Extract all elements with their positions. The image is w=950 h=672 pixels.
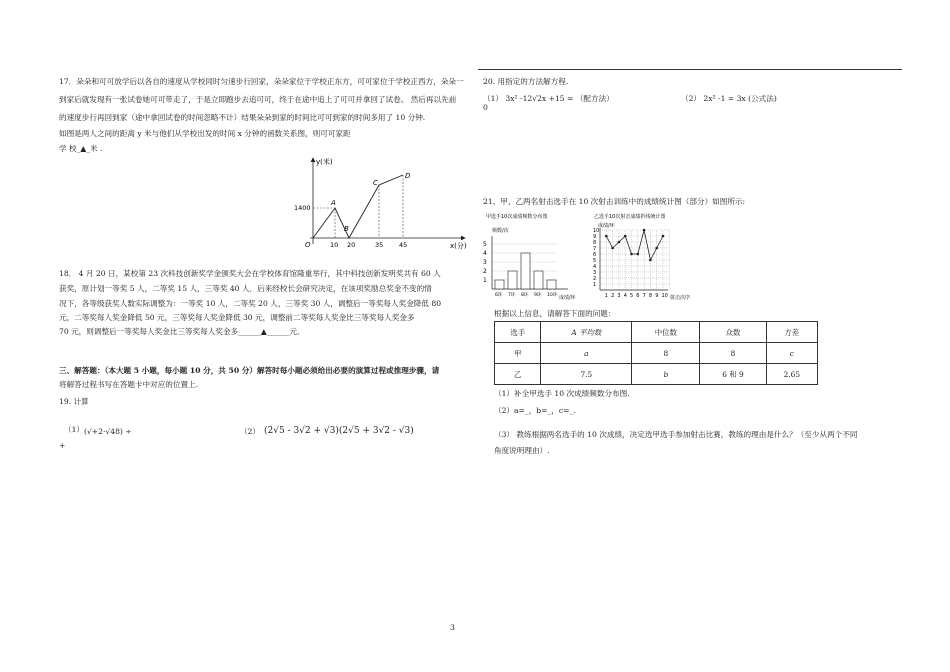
chart-b-series [606, 230, 663, 260]
chart-b-ytick: 10 [593, 228, 600, 234]
table-cell: c [766, 343, 817, 364]
chart-b-xtick: 4 [623, 293, 627, 299]
chart-a-title: 甲选手10次成绩频数分布图 [486, 214, 548, 220]
chart-b-xtick: 10 [661, 293, 668, 299]
chart-a-ytick: 1 [483, 277, 487, 284]
table-cell: b [632, 364, 700, 385]
chart-b-point [611, 247, 614, 250]
q21-q3-line2: 角度说明理由）. [494, 446, 550, 455]
chart-b-ytick: 8 [593, 240, 597, 246]
table-cell: 甲 [495, 343, 541, 364]
q18-line5: 70 元，则调整后一等奖每人奖金比三等奖每人奖金多______▲______元． [59, 327, 305, 336]
section3-line2: 将解答过程书写在答题卡中对应的位置上. [59, 380, 199, 389]
q19-p1-bottom: + [59, 441, 66, 450]
table-header: A 平均数 [541, 322, 632, 343]
chart-b-point [649, 259, 652, 262]
chart-a-xtick: 8环 [521, 293, 529, 298]
table-header: 方差 [766, 322, 817, 343]
chart-b-ytick: 3 [593, 270, 597, 276]
q19-p2-label: （2） [240, 427, 261, 436]
chart-b-point [655, 247, 658, 250]
chart-b-ytick: 9 [593, 234, 597, 240]
q20-p2: （2） 2x² -1 = 3x (公式法) [681, 94, 777, 103]
table-header: 选手 [495, 322, 541, 343]
chart-b-xtick: 8 [648, 293, 653, 299]
table-row [495, 364, 818, 385]
point-b: B [344, 225, 349, 233]
chart-b-xtick: 3 [617, 293, 621, 299]
q17-line2: 到家后就发现有一张试卷她可可带走了，于是立即跑步去追可可，终于在途中追上了可可并拿回了试卷。 然后再以先前 [59, 95, 457, 104]
chart-b-xtick: 6 [636, 293, 640, 299]
table-cell: 乙 [495, 364, 541, 385]
q21-intro: 21、甲、乙两名射击选手在 10 次射击训练中的成绩统计图（部分）如图所示: [483, 197, 746, 206]
chart-b-point [630, 253, 633, 256]
q17-line1: 17．朵朵和可可放学后以各自的速度从学校同时匀速步行回家，朵朵家位于学校正东方，可可家位于学校正西方，朵朵一 [59, 77, 464, 86]
table-header-row [495, 322, 818, 343]
point-a: A [331, 199, 336, 207]
chart-b-ytick: 6 [593, 252, 597, 258]
chart-b-point [662, 235, 665, 238]
chart-a-bar [547, 280, 556, 289]
chart-b-point [643, 229, 646, 232]
x-tick-20: 20 [347, 241, 356, 249]
q21-chart-jia-frequency [480, 208, 590, 300]
chart-b-ytick: 4 [593, 264, 597, 270]
chart-a-bar [534, 271, 543, 289]
q18-line4: 元，二等奖每人奖金降低 50 元，三等奖每人奖金降低 30 元，调整前二等奖每人奖金比三等奖每人奖金多 [59, 313, 415, 322]
chart-b-title: 乙选手10次射击成绩折线统计图 [594, 214, 666, 220]
chart-b-xlabel: 射击次序 [670, 295, 691, 301]
point-c: C [373, 179, 378, 187]
chart-a-xtick: 6环 [495, 293, 503, 298]
x-tick-10: 10 [330, 241, 339, 249]
chart-b-xtick: 9 [655, 293, 659, 299]
q21-after-charts: 根据以上信息，请解答下面的问题： [494, 309, 616, 318]
chart-b-points [605, 229, 664, 262]
chart-a-ytick: 2 [483, 268, 487, 275]
chart-a-xtick: 10环 [547, 293, 558, 298]
table-cell: 7.5 [541, 364, 632, 385]
page-number: 3 [450, 623, 455, 632]
q17-distance-graph [290, 152, 480, 252]
chart-b-point [618, 241, 621, 244]
q21-stats-table [494, 321, 818, 385]
table-row [495, 343, 818, 364]
chart-b-xtick: 7 [642, 293, 646, 299]
q20-p1: （1） 3x² -12√2x +15 = （配方法） [483, 94, 614, 103]
origin-label: O [305, 241, 311, 249]
graph17-ylabel: y(米) [316, 158, 333, 166]
table-header: 众数 [700, 322, 766, 343]
chart-b-ytick: 1 [593, 282, 597, 288]
q19-p2-expr: (2√5 - 3√2 + √3)(2√5 + 3√2 - √3) [264, 426, 414, 436]
chart-b-point [637, 253, 640, 256]
chart-b-ytick: 7 [593, 246, 597, 252]
chart-a-xtick: 9环 [534, 293, 542, 298]
chart-a-bar [521, 253, 530, 289]
chart-a-ytick: 4 [483, 250, 487, 257]
q18-line1: 18． 4 月 20 日，某校第 23 次科技创新奖学金颁奖大会在学校体育馆隆重举行，其中科技创新发明奖共有 60 人 [59, 269, 441, 278]
chart-a-ylabel: 频数/次 [492, 228, 509, 234]
q21-q1: （1）补全甲选手 10 次成绩频数分布图. [494, 389, 630, 398]
section3-line1: 三、解答题：（本大题 5 小题，每小题 10 分，共 50 分）解答时每小题必须给出必要的演算过程或推理步骤，请 [59, 366, 440, 375]
table-cell: 6 和 9 [700, 364, 766, 385]
chart-b-point [605, 235, 608, 238]
chart-b-ylabel: 成绩/环 [598, 223, 615, 229]
table-cell: 8 [700, 343, 766, 364]
chart-a-bar [508, 271, 517, 289]
chart-a-bar [495, 280, 504, 289]
chart-b-xtick: 1 [604, 293, 608, 299]
chart-b-xtick: 5 [630, 293, 634, 299]
table-cell: 8 [632, 343, 700, 364]
q21-q3-line1: （3） 教练根据两名选手的 10 次成绩，决定选甲选手参加射击比赛，教练的理由是什么？（至少从两个不同 [494, 430, 858, 439]
chart-a-ytick: 3 [483, 259, 487, 266]
chart-b-point [624, 235, 627, 238]
chart-b-xtick: 2 [611, 293, 615, 299]
q17-line5: 学 校_▲_米 . [59, 144, 103, 153]
y-tick-1400: 1400 [294, 204, 311, 212]
distance-line [313, 175, 403, 238]
q21-chart-yi-line [590, 208, 700, 304]
table-cell: 2.65 [766, 364, 817, 385]
chart-a-ticks [483, 241, 558, 298]
q20-p1-left: 0 [483, 103, 488, 112]
table-cell: a [541, 343, 632, 364]
top-rule [478, 69, 902, 70]
q19-title: 19. 计算 [59, 397, 89, 406]
q20-title: 20. 用指定的方法解方程. [483, 77, 569, 86]
chart-a-ytick: 5 [483, 241, 487, 248]
chart-a-xlabel: 成绩/环 [559, 295, 576, 300]
q19-p1-label: （1） [64, 425, 85, 434]
point-d: D [405, 172, 411, 180]
q21-q2: （2）a=_，b=_，c=_. [494, 406, 576, 415]
q19-p1-expr: (√+2·√48) ÷ [84, 427, 132, 436]
q18-line2: 获奖，原计划一等奖 5 人，二等奖 15 人，三等奖 40 人．后来经校长会研究决定，在该项奖励总奖金不变的情 [59, 284, 432, 293]
x-tick-35: 35 [375, 241, 384, 249]
x-tick-45: 45 [399, 241, 408, 249]
graph17-xlabel: x(分) [450, 242, 467, 250]
chart-a-xtick: 7环 [508, 293, 516, 298]
chart-b-ytick: 2 [593, 276, 597, 282]
q17-line4: 如图是两人之间的距离 y 米与他们从学校出发的时间 x 分钟的函数关系图，则可可家距 [59, 129, 351, 138]
q17-line3: 的速度步行再回到家（途中拿回试卷的时间忽略不计）结果朵朵到家的时间比可可到家的时间多用了 10 分钟. [59, 113, 426, 122]
chart-b-grid [600, 230, 669, 290]
chart-b-ytick: 5 [593, 258, 597, 264]
q18-line3: 况下，各等级获奖人数实际调整为：一等奖 10 人，二等奖 20 人，三等奖 30 人，调整后一等奖每人奖金降低 80 [59, 299, 442, 308]
table-header: 中位数 [632, 322, 700, 343]
